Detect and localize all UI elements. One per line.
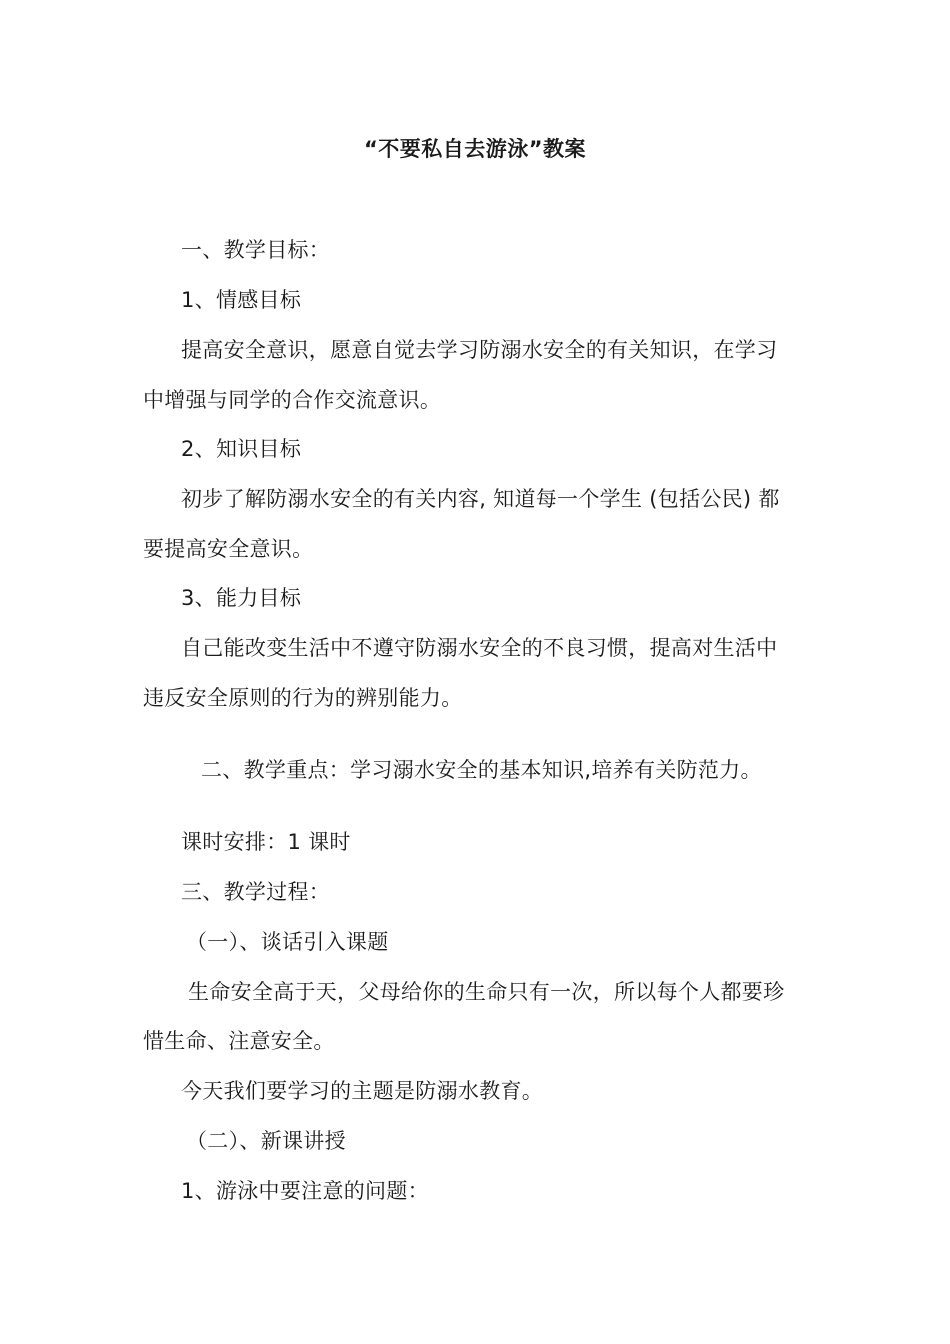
paragraph-line: 生命安全高于天，父母给你的生命只有一次，所以每个人都要珍 [188, 980, 785, 1004]
subheading-introduction: （一）、谈话引入课题 [186, 930, 389, 954]
subheading-emotional-goal: 1、情感目标 [181, 288, 302, 312]
schedule-line: 课时安排：1 课时 [181, 830, 351, 854]
paragraph-line: 自己能改变生活中不遵守防溺水安全的不良习惯，提高对生活中 [181, 636, 778, 660]
paragraph-line: 提高安全意识，愿意自觉去学习防溺水安全的有关知识，在学习 [181, 338, 778, 362]
paragraph-line: 初步了解防溺水安全的有关内容, 知道每一个学生 (包括公民) 都 [181, 487, 780, 511]
subheading-swimming-issues: 1、游泳中要注意的问题： [181, 1179, 429, 1203]
paragraph-line: 惜生命、注意安全。 [143, 1029, 335, 1053]
paragraph-line: 违反安全原则的行为的辨别能力。 [143, 686, 463, 710]
subheading-ability-goal: 3、能力目标 [181, 586, 302, 610]
paragraph-line: 中增强与同学的合作交流意识。 [143, 388, 442, 412]
paragraph-line: 要提高安全意识。 [143, 537, 314, 561]
document-title: “不要私自去游泳”教案 [363, 137, 587, 161]
section-heading-key-points: 二、教学重点：学习溺水安全的基本知识,培养有关防范力。 [201, 758, 762, 782]
subheading-new-lesson: （二）、新课讲授 [186, 1129, 346, 1153]
subheading-knowledge-goal: 2、知识目标 [181, 437, 302, 461]
section-heading-process: 三、教学过程： [181, 880, 331, 904]
section-heading-objectives: 一、教学目标： [181, 238, 331, 262]
paragraph-line: 今天我们要学习的主题是防溺水教育。 [181, 1079, 544, 1103]
